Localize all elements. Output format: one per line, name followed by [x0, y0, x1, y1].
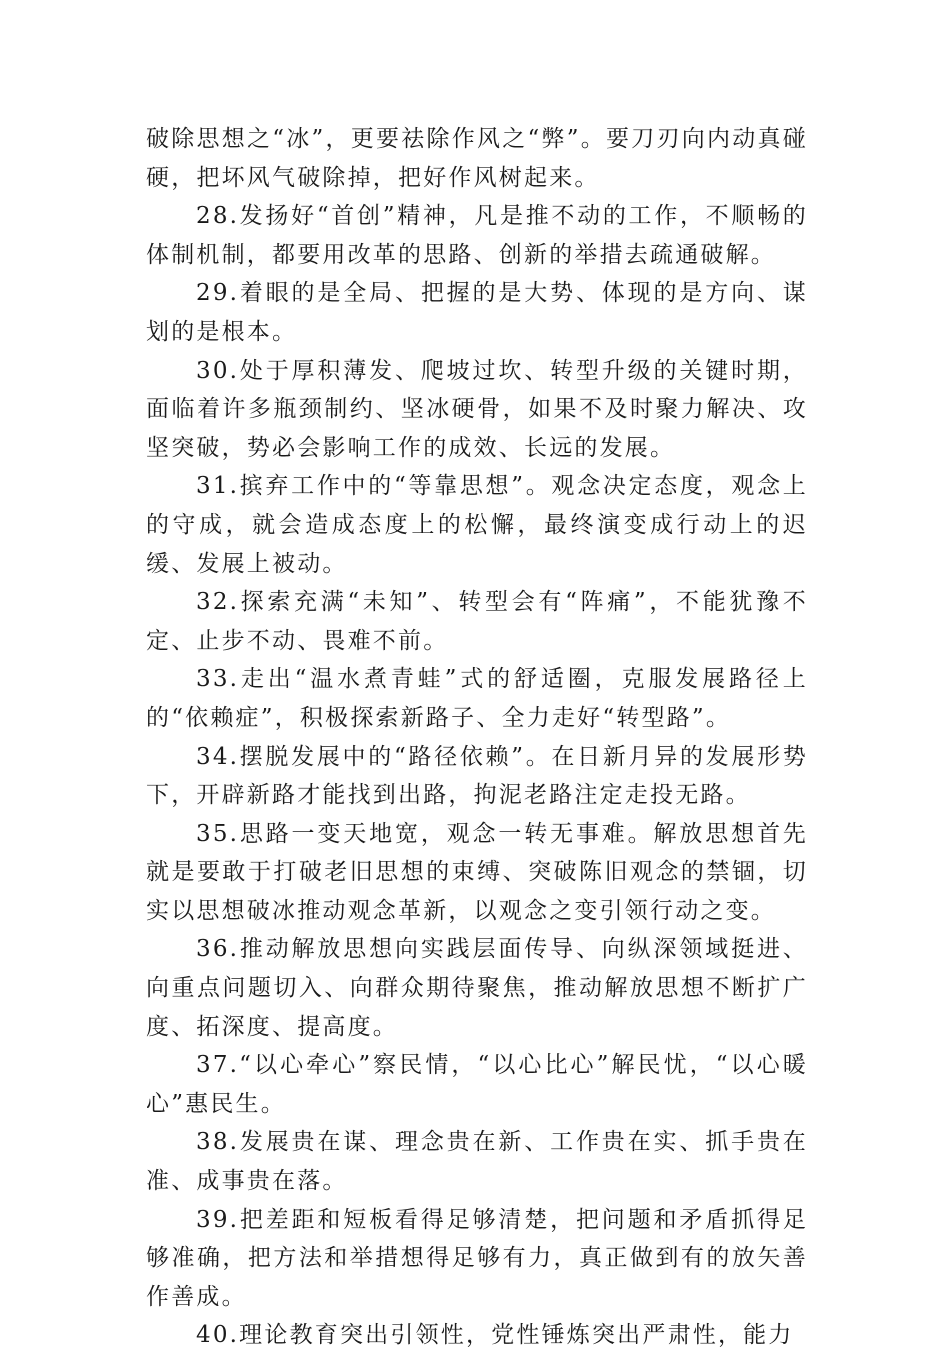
paragraph-item-36: 36.推动解放思想向实践层面传导、向纵深领域挺进、向重点问题切入、向群众期待聚焦，推动解放思想不断扩广度、拓深度、提高度。 — [146, 936, 808, 1040]
paragraph-item-33: 33.走出“温水煮青蛙”式的舒适圈，克服发展路径上的“依赖症”，积极探索新路子、全力走好“转型路”。 — [146, 666, 808, 731]
paragraph-item-29: 29.着眼的是全局、把握的是大势、体现的是方向、谋划的是根本。 — [146, 280, 808, 345]
document-body — [146, 120, 808, 1355]
paragraph-item-37: 37.“以心牵心”察民情，“以心比心”解民忧，“以心暖心”惠民生。 — [146, 1052, 808, 1117]
paragraph-continuation: 破除思想之“冰”，更要祛除作风之“弊”。要刀刃向内动真碰硬，把坏风气破除掉，把好作风树起来。 — [146, 126, 808, 191]
paragraph-item-30: 30.处于厚积薄发、爬坡过坎、转型升级的关键时期，面临着许多瓶颈制约、坚冰硬骨，如果不及时聚力解决、攻坚突破，势必会影响工作的成效、长远的发展。 — [146, 357, 808, 461]
paragraph-item-34: 34.摆脱发展中的“路径依赖”。在日新月异的发展形势下，开辟新路才能找到出路，拘泥老路注定走投无路。 — [146, 743, 808, 809]
paragraph-item-40: 40.理论教育突出引领性，党性锤炼突出严肃性，能力 — [196, 1322, 794, 1349]
paragraph-item-38: 38.发展贵在谋、理念贵在新、工作贵在实、抓手贵在准、成事贵在落。 — [146, 1129, 808, 1195]
paragraph-item-35: 35.思路一变天地宽，观念一转无事难。解放思想首先就是要敢于打破老旧思想的束缚、突破陈旧观念的禁锢，切实以思想破冰推动观念革新，以观念之变引领行动之变。 — [146, 820, 808, 924]
paragraph-item-31: 31.摈弃工作中的“等靠思想”。观念决定态度，观念上的守成，就会造成态度上的松懈，最终演变成行动上的迟缓、发展上被动。 — [146, 473, 808, 577]
paragraph-item-32: 32.探索充满“未知”、转型会有“阵痛”，不能犹豫不定、止步不动、畏难不前。 — [146, 589, 808, 654]
paragraph-item-39: 39.把差距和短板看得足够清楚，把问题和矛盾抓得足够准确，把方法和举措想得足够有力，真正做到有的放矢善作善成。 — [146, 1206, 808, 1310]
paragraph-item-28: 28.发扬好“首创”精神，凡是推不动的工作，不顺畅的体制机制，都要用改革的思路、创新的举措去疏通破解。 — [146, 203, 808, 268]
